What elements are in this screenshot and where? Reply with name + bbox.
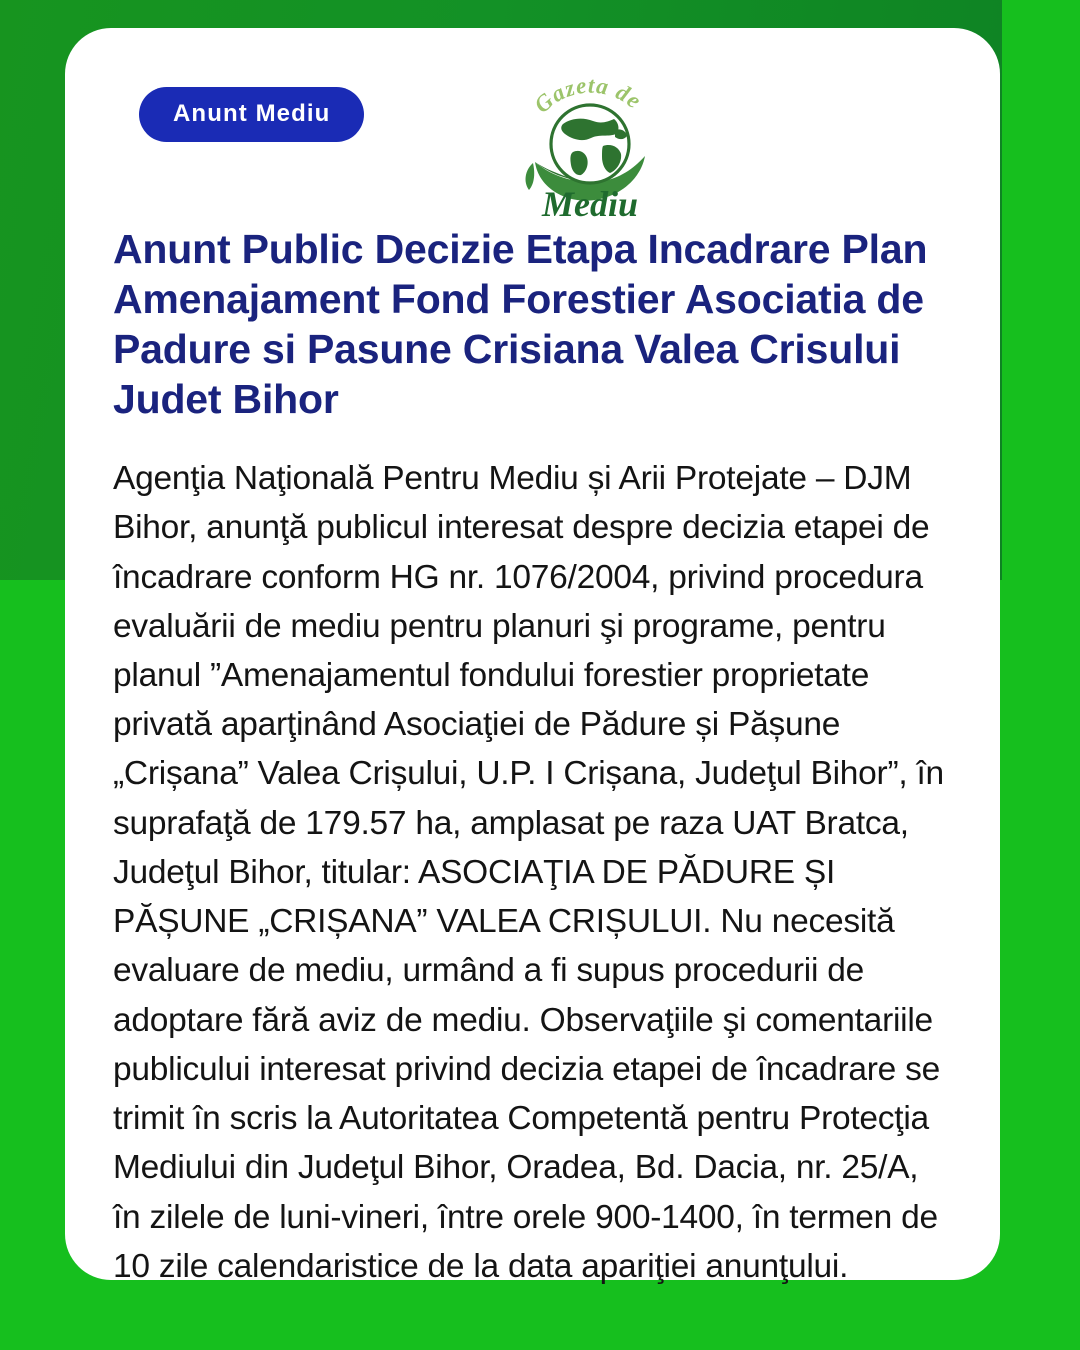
announcement-card bbox=[65, 28, 1000, 1285]
announcement-body: Agenţia Naţională Pentru Mediu și Arii Protejate – DJM Bihor, anunţă publicul interesat despre decizia etapei de încadrare conform HG nr. 1076/2004, privind procedura evaluării de mediu pentru planuri şi programe, pentru planul ”Amenajamentul fondului forestier proprietate privată aparţinând Asociaţiei de Pădure și Pășune „Crișana” Valea Crișului, U.P. I Crișana, Judeţul Bihor”, în suprafaţă de 179.57 ha, amplasat pe raza UAT Bratca, Judeţul Bihor, titular: ASOCIAŢIA DE PĂDURE ȘI PĂȘUNE „CRIȘANA” VALEA CRIȘULUI. Nu necesită evaluare de mediu, urmând a fi supus procedurii de adoptare fără aviz de mediu. Observaţiile şi comentariile publicului interesat privind decizia etapei de încadrare se trimit în scris la Autoritatea Competentă pentru Protecţia Mediului din Judeţul Bihor, Oradea, Bd. Dacia, nr. 25/A, în zilele de luni-vineri, între orele 900-1400, în termen de 10 zile calendaristice de la data apariţiei anunţului. bbox=[113, 460, 944, 1285]
svg-text:Gazeta de: Gazeta de bbox=[529, 72, 647, 118]
svg-text:Mediu: Mediu bbox=[541, 184, 639, 220]
background-right-green-strip bbox=[1002, 0, 1080, 1350]
card-header bbox=[111, 62, 954, 220]
page-title: Anunt Public Decizie Etapa Incadrare Plan Amenajament Fond Forestier Asociatia de Padure si Pasune Crisiana Valea Crisului Judet Bihor bbox=[113, 226, 928, 423]
gazeta-de-mediu-logo bbox=[515, 70, 665, 220]
category-badge[interactable]: Anunt Mediu bbox=[139, 87, 364, 142]
